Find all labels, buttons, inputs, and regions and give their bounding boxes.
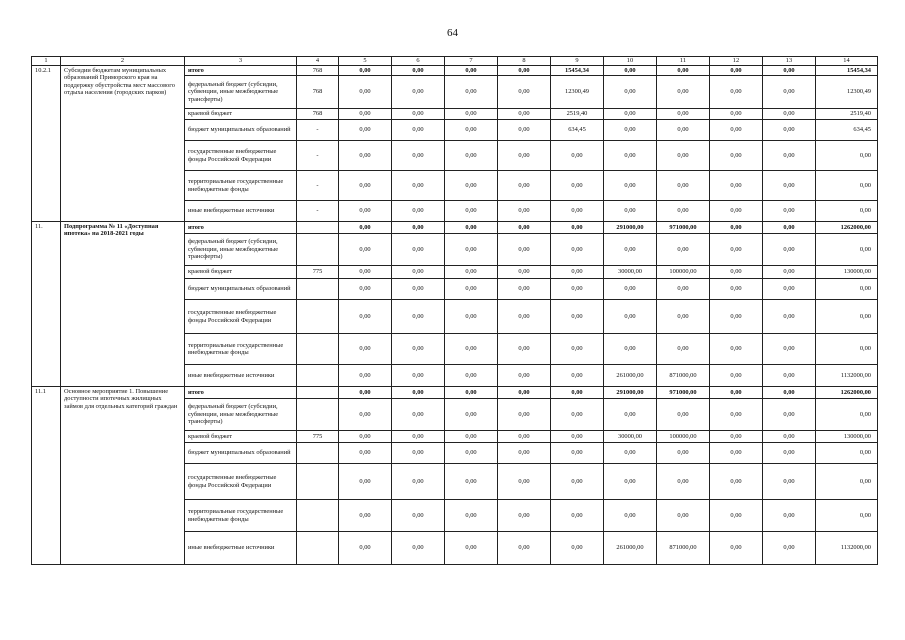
value-cell: 15454,34: [551, 66, 604, 76]
value-cell: 0,00: [339, 141, 392, 171]
value-cell: 0,00: [551, 266, 604, 279]
value-cell: 0,00: [339, 365, 392, 387]
value-cell: 0,00: [763, 500, 816, 532]
value-cell: 15454,34: [816, 66, 878, 76]
value-cell: 0,00: [445, 464, 498, 500]
value-cell: 0,00: [763, 234, 816, 266]
grbs-code: 775: [297, 266, 339, 279]
funding-source-label: итого: [185, 66, 297, 76]
value-cell: 0,00: [657, 201, 710, 222]
value-cell: 0,00: [392, 66, 445, 76]
value-cell: 0,00: [657, 109, 710, 120]
value-cell: 2519,40: [816, 109, 878, 120]
value-cell: 0,00: [392, 365, 445, 387]
table-row: [32, 222, 878, 234]
value-cell: 0,00: [710, 120, 763, 141]
value-cell: 0,00: [339, 300, 392, 334]
value-cell: 0,00: [445, 201, 498, 222]
value-cell: 0,00: [816, 234, 878, 266]
value-cell: 0,00: [392, 201, 445, 222]
value-cell: 0,00: [339, 120, 392, 141]
value-cell: 0,00: [445, 500, 498, 532]
grbs-code: [297, 222, 339, 234]
value-cell: 0,00: [392, 171, 445, 201]
value-cell: 0,00: [339, 234, 392, 266]
value-cell: 12300,49: [551, 76, 604, 109]
value-cell: 0,00: [604, 300, 657, 334]
page-number: 64: [447, 27, 458, 39]
value-cell: 0,00: [339, 201, 392, 222]
value-cell: 0,00: [763, 334, 816, 365]
column-number-10: 10: [604, 57, 657, 66]
section-title: Подпрограмма № 11 «Доступная ипотека» на 2018-2021 годы: [61, 222, 185, 387]
value-cell: 0,00: [604, 109, 657, 120]
table-body: [32, 57, 878, 565]
table-row: [32, 387, 878, 399]
value-cell: 0,00: [339, 76, 392, 109]
value-cell: 0,00: [498, 365, 551, 387]
value-cell: 0,00: [339, 171, 392, 201]
value-cell: 0,00: [551, 141, 604, 171]
value-cell: 0,00: [816, 201, 878, 222]
grbs-code: [297, 300, 339, 334]
value-cell: 0,00: [604, 334, 657, 365]
value-cell: 0,00: [392, 266, 445, 279]
value-cell: 0,00: [657, 141, 710, 171]
value-cell: 0,00: [498, 387, 551, 399]
value-cell: 0,00: [339, 532, 392, 565]
value-cell: 100000,00: [657, 431, 710, 443]
value-cell: 0,00: [604, 443, 657, 464]
funding-source-label: краевой бюджет: [185, 109, 297, 120]
grbs-code: [297, 365, 339, 387]
column-number-6: 6: [392, 57, 445, 66]
value-cell: 0,00: [392, 334, 445, 365]
value-cell: 0,00: [816, 500, 878, 532]
value-cell: 0,00: [551, 279, 604, 300]
funding-source-label: федеральный бюджет (субсидии, субвенции, иные межбюджетные трансферты): [185, 399, 297, 431]
value-cell: 0,00: [551, 532, 604, 565]
funding-source-label: территориальные государственные внебюджетные фонды: [185, 334, 297, 365]
value-cell: 261000,00: [604, 365, 657, 387]
value-cell: 0,00: [710, 109, 763, 120]
value-cell: 0,00: [339, 443, 392, 464]
value-cell: 1262000,00: [816, 222, 878, 234]
value-cell: 0,00: [498, 141, 551, 171]
value-cell: 0,00: [551, 443, 604, 464]
funding-source-label: государственные внебюджетные фонды Российской Федерации: [185, 141, 297, 171]
funding-source-label: итого: [185, 222, 297, 234]
value-cell: 0,00: [710, 279, 763, 300]
value-cell: 0,00: [551, 201, 604, 222]
funding-source-label: федеральный бюджет (субсидии, субвенции, иные межбюджетные трансферты): [185, 76, 297, 109]
value-cell: 0,00: [551, 431, 604, 443]
value-cell: 634,45: [816, 120, 878, 141]
value-cell: 0,00: [392, 443, 445, 464]
value-cell: 0,00: [445, 266, 498, 279]
section-title: Субсидии бюджетам муниципальных образований Приморского края на поддержку обустройства мест массового отдыха населения (городских парков): [61, 66, 185, 222]
column-number-3: 3: [185, 57, 297, 66]
value-cell: 0,00: [763, 222, 816, 234]
value-cell: 0,00: [551, 387, 604, 399]
value-cell: 0,00: [445, 76, 498, 109]
value-cell: 0,00: [498, 431, 551, 443]
value-cell: 0,00: [710, 443, 763, 464]
value-cell: 0,00: [339, 464, 392, 500]
value-cell: 291000,00: [604, 387, 657, 399]
value-cell: 0,00: [445, 120, 498, 141]
section-title: Основное мероприятие 1. Повышение доступности ипотечных жилищных займов для отдельных категорий граждан: [61, 387, 185, 565]
value-cell: 0,00: [339, 266, 392, 279]
value-cell: 0,00: [498, 109, 551, 120]
value-cell: 0,00: [392, 222, 445, 234]
value-cell: 261000,00: [604, 532, 657, 565]
value-cell: 0,00: [816, 141, 878, 171]
value-cell: 0,00: [710, 365, 763, 387]
value-cell: 0,00: [339, 222, 392, 234]
value-cell: 0,00: [445, 171, 498, 201]
value-cell: 0,00: [498, 443, 551, 464]
funding-source-label: иные внебюджетные источники: [185, 201, 297, 222]
value-cell: 0,00: [763, 141, 816, 171]
value-cell: 0,00: [551, 334, 604, 365]
value-cell: 0,00: [816, 464, 878, 500]
value-cell: 0,00: [392, 234, 445, 266]
value-cell: 0,00: [445, 399, 498, 431]
value-cell: 0,00: [392, 300, 445, 334]
value-cell: 0,00: [392, 431, 445, 443]
value-cell: 0,00: [445, 532, 498, 565]
value-cell: 0,00: [445, 234, 498, 266]
column-number-7: 7: [445, 57, 498, 66]
value-cell: 0,00: [604, 201, 657, 222]
value-cell: 0,00: [498, 66, 551, 76]
value-cell: 0,00: [710, 171, 763, 201]
value-cell: 0,00: [392, 109, 445, 120]
value-cell: 0,00: [392, 387, 445, 399]
value-cell: 0,00: [498, 171, 551, 201]
value-cell: 0,00: [710, 334, 763, 365]
value-cell: 0,00: [551, 365, 604, 387]
value-cell: 0,00: [445, 334, 498, 365]
value-cell: 0,00: [816, 334, 878, 365]
section-code: 10.2.1: [32, 66, 61, 222]
column-number-12: 12: [710, 57, 763, 66]
value-cell: 0,00: [763, 464, 816, 500]
funding-source-label: территориальные государственные внебюджетные фонды: [185, 500, 297, 532]
value-cell: 130000,00: [816, 266, 878, 279]
funding-source-label: иные внебюджетные источники: [185, 365, 297, 387]
value-cell: 0,00: [763, 365, 816, 387]
value-cell: 0,00: [498, 464, 551, 500]
value-cell: 0,00: [392, 76, 445, 109]
value-cell: 30000,00: [604, 431, 657, 443]
value-cell: 0,00: [551, 464, 604, 500]
value-cell: 0,00: [657, 279, 710, 300]
value-cell: 0,00: [445, 387, 498, 399]
value-cell: 0,00: [657, 171, 710, 201]
funding-source-label: территориальные государственные внебюджетные фонды: [185, 171, 297, 201]
value-cell: 0,00: [498, 300, 551, 334]
value-cell: 0,00: [445, 443, 498, 464]
value-cell: 0,00: [339, 431, 392, 443]
value-cell: 0,00: [763, 279, 816, 300]
value-cell: 0,00: [763, 266, 816, 279]
value-cell: 0,00: [604, 76, 657, 109]
value-cell: 0,00: [710, 532, 763, 565]
grbs-code: 768: [297, 66, 339, 76]
value-cell: 0,00: [657, 234, 710, 266]
column-number-5: 5: [339, 57, 392, 66]
column-number-row: [32, 57, 878, 66]
funding-source-label: бюджет муниципальных образований: [185, 443, 297, 464]
grbs-code: [297, 234, 339, 266]
grbs-code: [297, 279, 339, 300]
value-cell: 0,00: [445, 222, 498, 234]
value-cell: 0,00: [339, 387, 392, 399]
funding-source-label: краевой бюджет: [185, 431, 297, 443]
value-cell: 0,00: [392, 141, 445, 171]
value-cell: 0,00: [339, 399, 392, 431]
value-cell: 30000,00: [604, 266, 657, 279]
value-cell: 12300,49: [816, 76, 878, 109]
value-cell: 0,00: [604, 171, 657, 201]
value-cell: 0,00: [339, 279, 392, 300]
value-cell: 0,00: [816, 399, 878, 431]
value-cell: 634,45: [551, 120, 604, 141]
value-cell: 0,00: [763, 66, 816, 76]
value-cell: 1262000,00: [816, 387, 878, 399]
value-cell: 0,00: [392, 279, 445, 300]
funding-source-label: государственные внебюджетные фонды Российской Федерации: [185, 300, 297, 334]
funding-source-label: краевой бюджет: [185, 266, 297, 279]
grbs-code: [297, 500, 339, 532]
column-number-1: 1: [32, 57, 61, 66]
value-cell: 0,00: [710, 222, 763, 234]
value-cell: 871000,00: [657, 532, 710, 565]
value-cell: 0,00: [339, 109, 392, 120]
value-cell: 0,00: [498, 500, 551, 532]
value-cell: 0,00: [657, 300, 710, 334]
value-cell: 0,00: [657, 120, 710, 141]
funding-source-label: итого: [185, 387, 297, 399]
grbs-code: 768: [297, 109, 339, 120]
grbs-code: -: [297, 141, 339, 171]
value-cell: 0,00: [498, 399, 551, 431]
value-cell: 0,00: [657, 443, 710, 464]
value-cell: 0,00: [710, 464, 763, 500]
value-cell: 0,00: [763, 171, 816, 201]
value-cell: 0,00: [763, 532, 816, 565]
value-cell: 0,00: [498, 532, 551, 565]
grbs-code: [297, 532, 339, 565]
value-cell: 0,00: [710, 387, 763, 399]
value-cell: 0,00: [657, 66, 710, 76]
column-number-2: 2: [61, 57, 185, 66]
value-cell: 0,00: [392, 464, 445, 500]
value-cell: 0,00: [551, 300, 604, 334]
funding-source-label: государственные внебюджетные фонды Российской Федерации: [185, 464, 297, 500]
value-cell: 971000,00: [657, 387, 710, 399]
value-cell: 2519,40: [551, 109, 604, 120]
value-cell: 0,00: [498, 120, 551, 141]
value-cell: 0,00: [710, 66, 763, 76]
grbs-code: [297, 399, 339, 431]
value-cell: 0,00: [710, 431, 763, 443]
column-number-13: 13: [763, 57, 816, 66]
value-cell: 0,00: [657, 76, 710, 109]
value-cell: 0,00: [604, 279, 657, 300]
section-code: 11.: [32, 222, 61, 387]
value-cell: 0,00: [604, 464, 657, 500]
value-cell: 0,00: [710, 399, 763, 431]
value-cell: 0,00: [763, 399, 816, 431]
value-cell: 130000,00: [816, 431, 878, 443]
value-cell: 0,00: [657, 464, 710, 500]
value-cell: 0,00: [816, 300, 878, 334]
value-cell: 0,00: [710, 141, 763, 171]
value-cell: 0,00: [551, 171, 604, 201]
grbs-code: [297, 443, 339, 464]
value-cell: 0,00: [604, 234, 657, 266]
value-cell: 0,00: [445, 431, 498, 443]
value-cell: 0,00: [763, 431, 816, 443]
grbs-code: 768: [297, 76, 339, 109]
value-cell: 0,00: [445, 300, 498, 334]
value-cell: 0,00: [498, 234, 551, 266]
value-cell: 0,00: [445, 365, 498, 387]
column-number-8: 8: [498, 57, 551, 66]
value-cell: 0,00: [763, 76, 816, 109]
value-cell: 0,00: [710, 76, 763, 109]
funding-source-label: иные внебюджетные источники: [185, 532, 297, 565]
grbs-code: -: [297, 201, 339, 222]
value-cell: 0,00: [339, 334, 392, 365]
value-cell: 1132000,00: [816, 365, 878, 387]
value-cell: 0,00: [604, 66, 657, 76]
grbs-code: [297, 334, 339, 365]
value-cell: 0,00: [710, 201, 763, 222]
value-cell: 0,00: [498, 334, 551, 365]
value-cell: 0,00: [339, 66, 392, 76]
budget-table: [31, 56, 878, 565]
value-cell: 0,00: [551, 222, 604, 234]
value-cell: 100000,00: [657, 266, 710, 279]
column-number-9: 9: [551, 57, 604, 66]
value-cell: 0,00: [657, 399, 710, 431]
section-code: 11.1: [32, 387, 61, 565]
grbs-code: [297, 464, 339, 500]
value-cell: 0,00: [710, 234, 763, 266]
column-number-4: 4: [297, 57, 339, 66]
value-cell: 0,00: [498, 279, 551, 300]
value-cell: 971000,00: [657, 222, 710, 234]
value-cell: 0,00: [551, 399, 604, 431]
value-cell: 0,00: [763, 201, 816, 222]
value-cell: 0,00: [604, 399, 657, 431]
value-cell: 0,00: [445, 109, 498, 120]
value-cell: 0,00: [657, 334, 710, 365]
grbs-code: -: [297, 171, 339, 201]
value-cell: 0,00: [816, 279, 878, 300]
value-cell: 0,00: [816, 443, 878, 464]
value-cell: 0,00: [392, 500, 445, 532]
column-number-11: 11: [657, 57, 710, 66]
table-row: [32, 66, 878, 76]
value-cell: 0,00: [551, 234, 604, 266]
value-cell: 871000,00: [657, 365, 710, 387]
value-cell: 0,00: [498, 266, 551, 279]
value-cell: 0,00: [392, 532, 445, 565]
value-cell: 0,00: [710, 300, 763, 334]
column-number-14: 14: [816, 57, 878, 66]
value-cell: 0,00: [445, 141, 498, 171]
value-cell: 0,00: [816, 171, 878, 201]
funding-source-label: бюджет муниципальных образований: [185, 279, 297, 300]
value-cell: 0,00: [710, 266, 763, 279]
value-cell: 0,00: [604, 500, 657, 532]
value-cell: 0,00: [392, 399, 445, 431]
funding-source-label: федеральный бюджет (субсидии, субвенции, иные межбюджетные трансферты): [185, 234, 297, 266]
value-cell: 291000,00: [604, 222, 657, 234]
value-cell: 0,00: [763, 387, 816, 399]
grbs-code: [297, 387, 339, 399]
value-cell: 0,00: [498, 76, 551, 109]
value-cell: 0,00: [763, 300, 816, 334]
value-cell: 0,00: [657, 500, 710, 532]
value-cell: 0,00: [763, 109, 816, 120]
value-cell: 0,00: [392, 120, 445, 141]
value-cell: 0,00: [763, 120, 816, 141]
value-cell: 0,00: [604, 120, 657, 141]
value-cell: 0,00: [339, 500, 392, 532]
value-cell: 0,00: [604, 141, 657, 171]
grbs-code: 775: [297, 431, 339, 443]
grbs-code: -: [297, 120, 339, 141]
value-cell: 0,00: [551, 500, 604, 532]
value-cell: 0,00: [763, 443, 816, 464]
value-cell: 0,00: [445, 66, 498, 76]
value-cell: 1132000,00: [816, 532, 878, 565]
value-cell: 0,00: [498, 201, 551, 222]
funding-source-label: бюджет муниципальных образований: [185, 120, 297, 141]
value-cell: 0,00: [710, 500, 763, 532]
value-cell: 0,00: [498, 222, 551, 234]
value-cell: 0,00: [445, 279, 498, 300]
